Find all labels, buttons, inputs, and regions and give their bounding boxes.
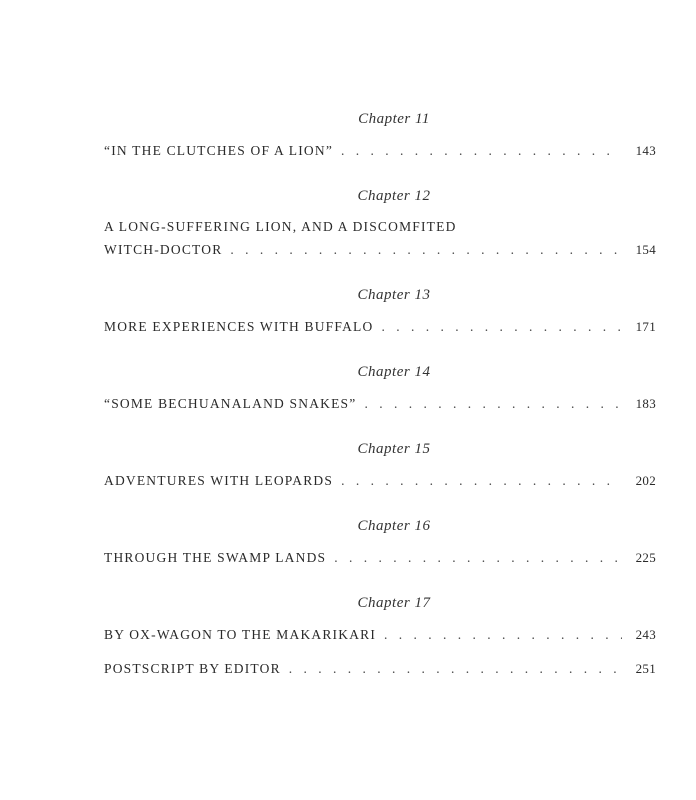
dot-leader — [341, 469, 622, 493]
entry-title-line: A LONG-SUFFERING LION, AND A DISCOMFITED — [104, 219, 457, 234]
page-number: 143 — [635, 143, 656, 158]
toc-chapter-block — [104, 361, 656, 416]
dot-leader — [341, 139, 622, 163]
dot-leader — [384, 623, 622, 647]
page-number: 171 — [635, 319, 656, 334]
toc-entry — [104, 216, 656, 262]
toc-chapter-block — [104, 284, 656, 339]
toc-entry — [104, 623, 656, 647]
toc-entry — [104, 469, 656, 493]
toc-entry — [104, 546, 656, 570]
dot-leader — [289, 657, 622, 681]
page-number: 183 — [635, 396, 656, 411]
chapter-heading: Chapter 16 — [357, 518, 431, 534]
dot-leader — [381, 315, 622, 339]
chapter-heading: Chapter 14 — [357, 364, 431, 380]
page-number: 202 — [635, 473, 656, 488]
toc-chapter-block — [104, 438, 656, 493]
toc-entry-postscript — [104, 657, 656, 681]
toc-chapter-block — [104, 515, 656, 570]
chapter-heading: Chapter 15 — [357, 441, 431, 457]
toc-entry — [104, 139, 656, 163]
entry-title: THROUGH THE SWAMP LANDS — [104, 550, 327, 565]
dot-leader — [334, 546, 622, 570]
toc-entry — [104, 315, 656, 339]
table-of-contents — [104, 108, 656, 703]
chapter-heading: Chapter 12 — [357, 188, 431, 204]
entry-title: WITCH-DOCTOR — [104, 242, 223, 257]
page-number: 225 — [635, 550, 656, 565]
entry-title: POSTSCRIPT BY EDITOR — [104, 661, 281, 676]
chapter-heading: Chapter 11 — [358, 111, 430, 127]
dot-leader — [230, 238, 622, 262]
entry-title: “IN THE CLUTCHES OF A LION” — [104, 143, 334, 158]
toc-entry — [104, 392, 656, 416]
entry-title: MORE EXPERIENCES WITH BUFFALO — [104, 319, 374, 334]
toc-chapter-block — [104, 592, 656, 647]
toc-chapter-block — [104, 185, 656, 262]
page-number: 251 — [635, 661, 656, 676]
entry-title: ADVENTURES WITH LEOPARDS — [104, 473, 334, 488]
chapter-heading: Chapter 17 — [357, 595, 431, 611]
dot-leader — [364, 392, 622, 416]
entry-title: BY OX-WAGON TO THE MAKARIKARI — [104, 627, 377, 642]
page-number: 154 — [635, 242, 656, 257]
entry-title: “SOME BECHUANALAND SNAKES” — [104, 396, 357, 411]
chapter-heading: Chapter 13 — [357, 287, 431, 303]
toc-chapter-block — [104, 108, 656, 163]
page-number: 243 — [635, 627, 656, 642]
